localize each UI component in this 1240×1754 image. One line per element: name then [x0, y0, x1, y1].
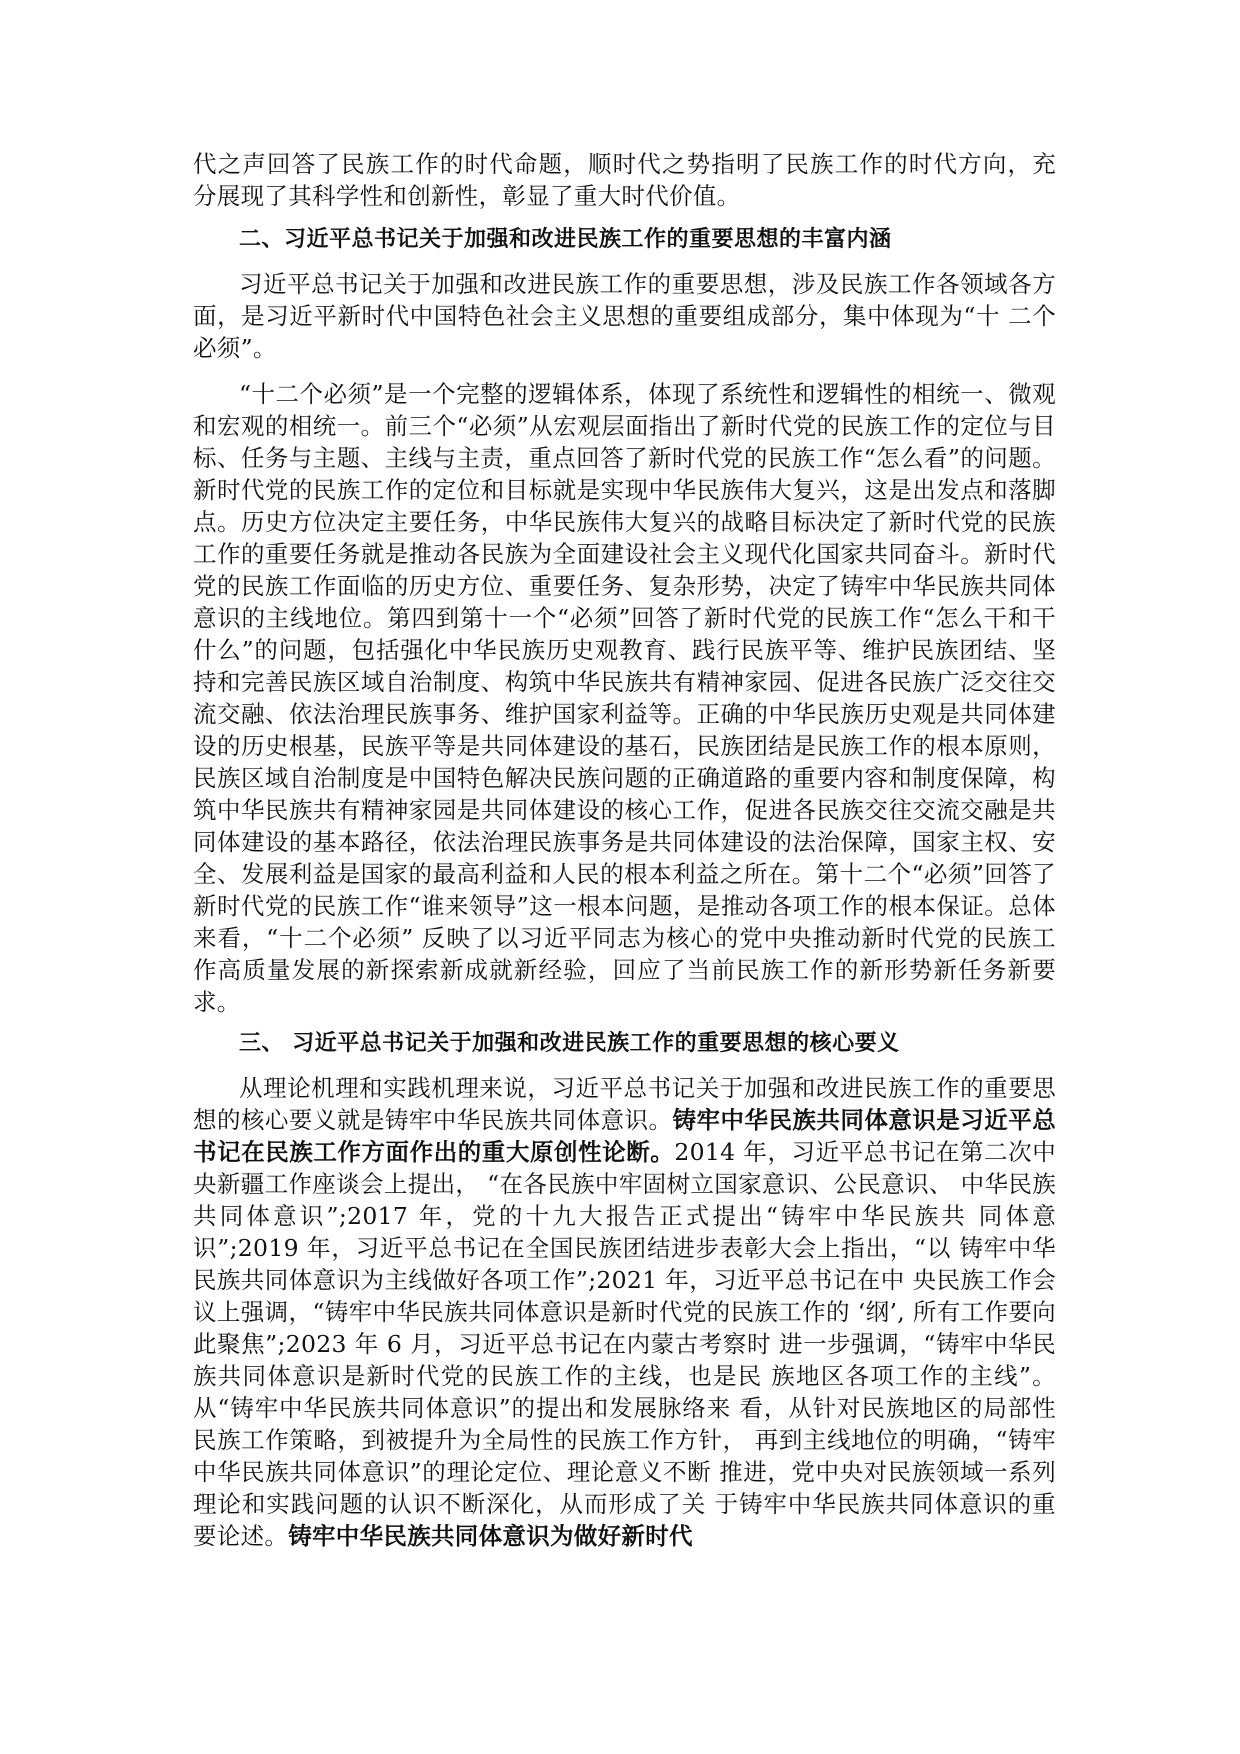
section-heading-2: 二、习近平总书记关于加强和改进民族工作的重要思想的丰富内涵 — [239, 227, 892, 252]
paragraph-twelve-musts: “十二个必须”是一个完整的逻辑体系，体现了系统性和逻辑性的相统一、微观和宏观的相统一。前三个“必须”从宏观层面指出了新时代党的民族工作的定位与目标、任务与主题、主线与主责，重点回答了新时代党的民族工作“怎么看”的问题。新时代党的民族工作的定位和目标就是实现中华民族伟大复兴，这是出发点和落脚点。历史方位决定主要任务，中华民族伟大复兴的战略目标决定了新时代党的民族工作的重要任务就是推动各民族为全面建设社会主义现代化国家共同奋斗。新时代党的民族工作面临的历史方位、重要任务、复杂形势，决定了铸牢中华民族共同体意识的主线地位。第四到第十一个“必须”回答了新时代党的民族工作“怎么干和干什么”的问题，包括强化中华民族历史观教育、践行民族平等、维护民族团结、坚持和完善民族区域自治制度、构筑中华民族共有精神家园、促进各民族广泛交往交流交融、依法治理民族事务、维护国家利益等。正确的中华民族历史观是共同体建设的历史根基，民族平等是共同体建设的基石，民族团结是民族工作的根本原则，民族区域自治制度是中国特色解决民族问题的正确道路的重要内容和制度保障，构筑中华民族共有精神家园是共同体建设的核心工作，促进各民族交往交流交融是共同体建设的基本路径，依法治理民族事务是共同体建设的法治保障，国家主权、安全、发展利益是国家的最高利益和人民的根本利益之所在。第十二个“必须”回答了新时代党的民族工作“谁来领导”这一根本问题，是推动各项工作的根本保证。总体来看，“十二个必须” 反映了以习近平同志为核心的党中央推动新时代党的民族工作高质量发展的新探索新成就新经验，回应了当前民族工作的新形势新任务新要求。 — [193, 380, 1056, 1016]
paragraph-section2-intro: 习近平总书记关于加强和改进民族工作的重要思想，涉及民族工作各领域各方面，是习近平新时代中国特色社会主义思想的重要组成部分，集中体现为“十 二个必须”。 — [193, 270, 1056, 362]
section-heading-3: 三、 习近平总书记关于加强和改进民族工作的重要思想的核心要义 — [239, 1031, 900, 1056]
paragraph-core-meaning — [193, 1072, 1056, 1552]
paragraph-intro-continuation: 代之声回答了民族工作的时代命题，顺时代之势指明了民族工作的时代方向，充 分展现了其科学性和创新性，彰显了重大时代价值。 — [193, 150, 1056, 210]
core-meaning-bold-statement-1: 铸牢中华民族共同体意识是习近平总书记在民族工作方面作出的重大原创性论断。 — [193, 1106, 1056, 1166]
core-meaning-bold-statement-2: 铸牢中华民族共同体意识为做好新时代 — [288, 1522, 693, 1550]
core-meaning-text-b: 2014 年，习近平总书记在第二次中央新疆工作座谈会上提出， “在各民族中牢固树立国家意识、公民意识、 中华民族共同体意识”;2017 年，党的十九大报告正式提出“铸牢中华民族共 同体意识”;2019 年，习近平总书记在全国民族团结进步表彰大会上指出，“以 铸牢中华民族共同体意识为主线做好各项工作”;2021 年，习近平总书记在中 央民族工作会议上强调，“铸牢中华民族共同体意识是新时代党的民族工作的 ‘纲’, 所有工作要向此聚焦”;2023 年 6 月，习近平总书记在内蒙古考察时 进一步强调，“铸牢中华民族共同体意识是新时代党的民族工作的主线，也是民 族地区各项工作的主线”。从“铸牢中华民族共同体意识”的提出和发展脉络来 看，从针对民族地区的局部性民族工作策略，到被提升为全局性的民族工作方针， 再到主线地位的明确，“铸牢中华民族共同体意识”的理论定位、理论意义不断 推进，党中央对民族领域一系列理论和实践问题的认识不断深化，从而形成了关 于铸牢中华民族共同体意识的重要论述。 — [193, 1138, 1056, 1550]
document-page — [193, 148, 1056, 1560]
core-meaning-text-a: 从理论机理和实践机理来说，习近平总书记关于加强和改进民族工作的重要思想的核心要义就是铸牢中华民族共同体意识。 — [193, 1074, 1056, 1134]
